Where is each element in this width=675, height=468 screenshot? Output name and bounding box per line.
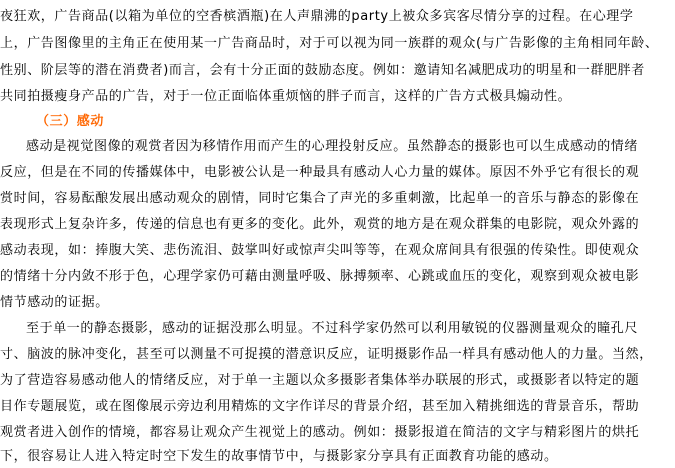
paragraph-line: 感动是视觉图像的观赏者因为移情作用而产生的心理投射反应。虽然静态的摄影也可以生成感动的情绪 — [26, 139, 639, 154]
paragraph-line: 上，广告图像里的主角正在使用某一广告商品时，对于可以视为同一族群的观众(与广告影像的主角相同年龄、 — [0, 36, 659, 51]
section-heading: （三）感动 — [36, 114, 105, 129]
paragraph-line: 的情绪十分内敛不形于色，心理学家仍可藉由测量呼吸、脉搏频率、心跳或血压的变化，观察到观众被电影 — [0, 269, 640, 284]
paragraph-line: 目作专题展览，或在图像展示旁边利用精炼的文字作详尽的背景介绍，甚至加入精挑细选的背景音乐，帮助 — [0, 399, 640, 414]
paragraph-line: 共同拍摄瘦身产品的广告，对于一位正面临体重烦恼的胖子而言，这样的广告方式极具煽动性。 — [0, 89, 572, 104]
paragraph-line: 寸、脑波的脉冲变化，甚至可以测量不可捉摸的潜意识反应，证明摄影作品一样具有感动他人的力量。当然， — [0, 347, 653, 362]
paragraph-line: 情节感动的证据。 — [0, 295, 109, 310]
paragraph-line: 为了营造容易感动他人的情绪反应，对于单一主题以众多摄影者集体举办联展的形式，或摄影者以特定的题 — [0, 373, 640, 388]
paragraph-line: 下，很容易让人进入特定时空下发生的故事情节中，与摄影家分享具有正面教育功能的感动。 — [0, 449, 558, 464]
paragraph-line: 表现形式上复杂许多，传递的信息也有更多的变化。此外，观赏的地方是在观众群集的电影院，观众外露的 — [0, 217, 640, 232]
paragraph-line: 至于单一的静态摄影，感动的证据没那么明显。不过科学家仍然可以利用敏锐的仪器测量观众的瞳孔尺 — [26, 321, 639, 336]
paragraph-line: 感动表现，如：捧腹大笑、悲伤流泪、鼓掌叫好或惊声尖叫等等，在观众席间具有很强的传染性。即使观众 — [0, 243, 640, 258]
paragraph-line: 观赏者进入创作的情境，都容易让观众产生视觉上的感动。例如：摄影报道在简洁的文字与精彩图片的烘托 — [0, 425, 640, 440]
paragraph-line: 夜狂欢，广告商品(以箱为单位的空香槟酒瓶)在人声鼎沸的party上被众多宾客尽情分享的过程。在心理学 — [0, 9, 634, 24]
paragraph-line: 性别、阶层等的潜在消费者)而言，会有十分正面的鼓励态度。例如：邀请知名减肥成功的明星和一群肥胖者 — [0, 63, 645, 78]
paragraph-line: 反应，但是在不同的传播媒体中，电影被公认是一种最具有感动人心力量的媒体。原因不外乎它有很长的观 — [0, 165, 640, 180]
paragraph-line: 赏时间，容易酝酿发展出感动观众的剧情，同时它集合了声光的多重刺激，比起单一的音乐与静态的影像在 — [0, 191, 640, 206]
